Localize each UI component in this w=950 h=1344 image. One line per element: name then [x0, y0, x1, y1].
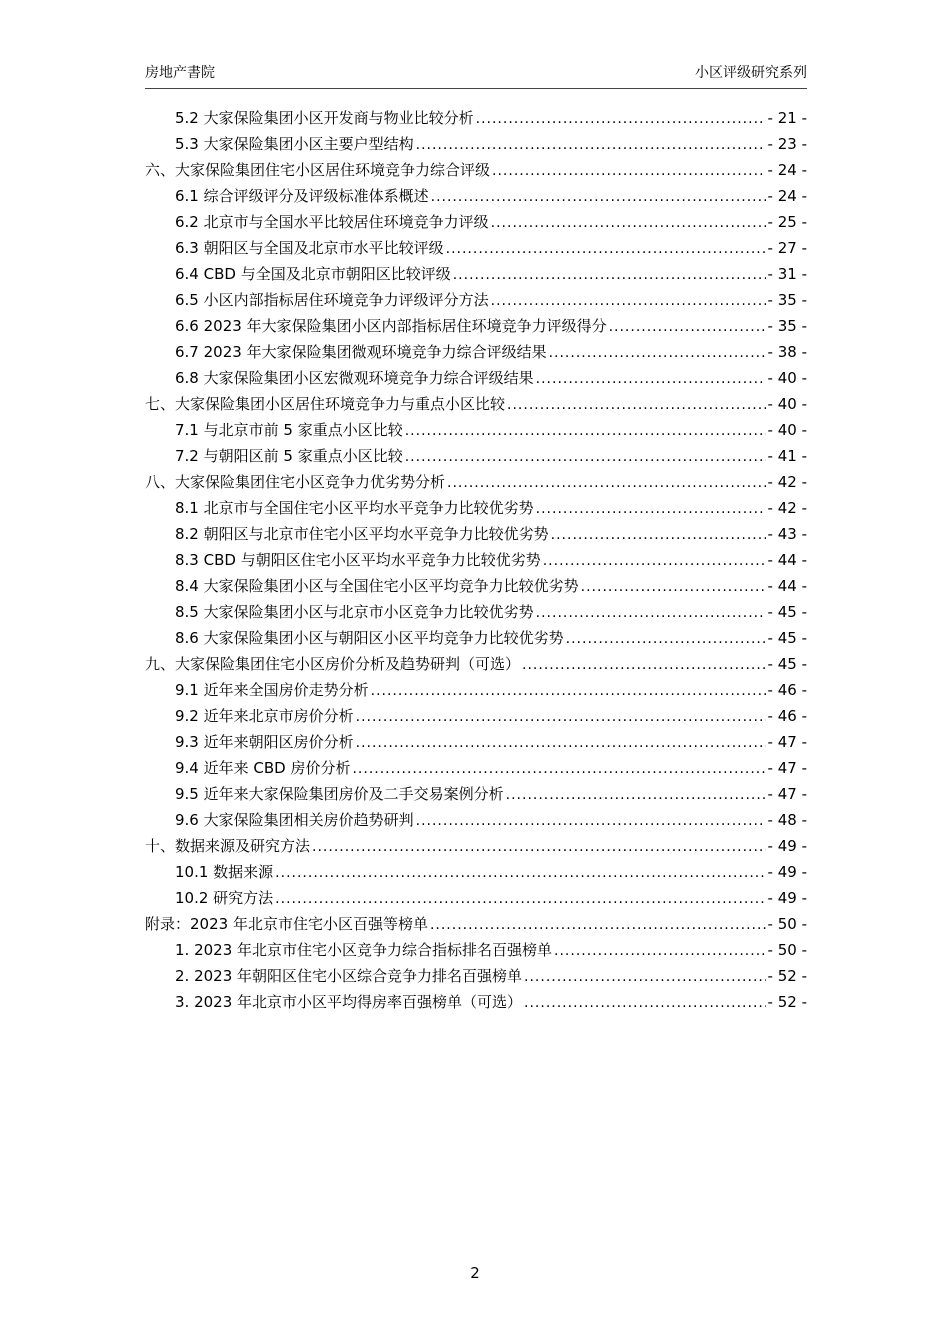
toc-entry [145, 417, 807, 443]
toc-entry-page-number: - 25 - [767, 213, 807, 231]
dot-leader [356, 730, 766, 756]
toc-entry-label: 6.3 朝阳区与全国及北京市水平比较评级 [175, 239, 444, 257]
toc-entry-page-number: - 45 - [767, 655, 807, 673]
toc-entry-label: 8.4 大家保险集团小区与全国住宅小区平均竞争力比较优劣势 [175, 577, 579, 595]
toc-entry-page-number: - 35 - [767, 317, 807, 335]
toc-entry [145, 651, 807, 677]
dot-leader [536, 496, 766, 522]
toc-entry [145, 183, 807, 209]
toc-entry-label: 9.3 近年来朝阳区房价分析 [175, 733, 354, 751]
toc-entry-page-number: - 49 - [767, 863, 807, 881]
toc-entry-label: 六、大家保险集团住宅小区居住环境竞争力综合评级 [145, 161, 491, 179]
toc-entry-page-number: - 42 - [767, 473, 807, 491]
toc-entry-page-number: - 47 - [767, 785, 807, 803]
dot-leader [609, 314, 766, 340]
toc-entry [145, 885, 807, 911]
toc-entry-page-number: - 35 - [767, 291, 807, 309]
toc-entry-page-number: - 24 - [767, 187, 807, 205]
toc-entry-page-number: - 46 - [767, 681, 807, 699]
dot-leader [536, 366, 766, 392]
toc-entry-label: 9.1 近年来全国房价走势分析 [175, 681, 369, 699]
toc-entry [145, 235, 807, 261]
toc-entry [145, 495, 807, 521]
dot-leader [416, 808, 766, 834]
toc-entry [145, 209, 807, 235]
toc-entry-page-number: - 40 - [767, 369, 807, 387]
toc-entry-label: 8.5 大家保险集团小区与北京市小区竞争力比较优劣势 [175, 603, 534, 621]
toc-entry-label: 2. 2023 年朝阳区住宅小区综合竞争力排名百强榜单 [175, 967, 523, 985]
toc-entry-label: 9.4 近年来 CBD 房价分析 [175, 759, 351, 777]
toc-entry-label: 6.7 2023 年大家保险集团微观环境竞争力综合评级结果 [175, 343, 547, 361]
dot-leader [522, 652, 766, 678]
toc-entry-label: 9.2 近年来北京市房价分析 [175, 707, 354, 725]
toc-entry [145, 963, 807, 989]
dot-leader [416, 132, 766, 158]
toc-entry-label: 9.6 大家保险集团相关房价趋势研判 [175, 811, 414, 829]
dot-leader [507, 392, 766, 418]
toc-entry-page-number: - 47 - [767, 733, 807, 751]
toc-entry-page-number: - 44 - [767, 551, 807, 569]
dot-leader [476, 106, 766, 132]
dot-leader [405, 444, 766, 470]
toc-entry-page-number: - 24 - [767, 161, 807, 179]
dot-leader [506, 782, 766, 808]
toc-entry [145, 157, 807, 183]
toc-entry-page-number: - 43 - [767, 525, 807, 543]
toc-entry [145, 677, 807, 703]
toc-entry [145, 339, 807, 365]
toc-entry [145, 781, 807, 807]
toc-entry-page-number: - 21 - [767, 109, 807, 127]
toc-list [145, 105, 807, 1015]
toc-entry-page-number: - 44 - [767, 577, 807, 595]
dot-leader [453, 262, 766, 288]
toc-entry-page-number: - 46 - [767, 707, 807, 725]
toc-entry-page-number: - 40 - [767, 395, 807, 413]
toc-entry [145, 521, 807, 547]
toc-entry-page-number: - 48 - [767, 811, 807, 829]
toc-entry [145, 287, 807, 313]
toc-entry [145, 599, 807, 625]
toc-entry-label: 七、大家保险集团小区居住环境竞争力与重点小区比较 [145, 395, 506, 413]
toc-entry [145, 729, 807, 755]
toc-entry-page-number: - 50 - [767, 915, 807, 933]
toc-entry-label: 7.1 与北京市前 5 家重点小区比较 [175, 421, 403, 439]
dot-leader [554, 938, 766, 964]
dot-leader [491, 288, 766, 314]
dot-leader [524, 990, 766, 1016]
toc-entry-page-number: - 40 - [767, 421, 807, 439]
toc-entry-label: 10.2 研究方法 [175, 889, 274, 907]
toc-entry-label: 十、数据来源及研究方法 [145, 837, 311, 855]
toc-entry-label: 6.4 CBD 与全国及北京市朝阳区比较评级 [175, 265, 451, 283]
toc-entry [145, 573, 807, 599]
toc-entry-label: 6.2 北京市与全国水平比较居住环境竞争力评级 [175, 213, 489, 231]
toc-entry [145, 469, 807, 495]
dot-leader [275, 860, 765, 886]
toc-entry [145, 859, 807, 885]
toc-entry-label: 6.8 大家保险集团小区宏微观环境竞争力综合评级结果 [175, 369, 534, 387]
dot-leader [491, 210, 766, 236]
dot-leader [312, 834, 766, 860]
dot-leader [431, 184, 766, 210]
toc-entry [145, 547, 807, 573]
toc-entry [145, 807, 807, 833]
toc-entry-label: 5.2 大家保险集团小区开发商与物业比较分析 [175, 109, 474, 127]
toc-entry-page-number: - 52 - [767, 993, 807, 1011]
dot-leader [430, 912, 766, 938]
toc-entry-label: 8.6 大家保险集团小区与朝阳区小区平均竞争力比较优劣势 [175, 629, 564, 647]
dot-leader [356, 704, 766, 730]
toc-entry [145, 937, 807, 963]
footer-page-number: 2 [470, 1264, 480, 1282]
toc-entry-page-number: - 41 - [767, 447, 807, 465]
dot-leader [549, 340, 766, 366]
toc-entry-label: 6.5 小区内部指标居住环境竞争力评级评分方法 [175, 291, 489, 309]
toc-entry-page-number: - 23 - [767, 135, 807, 153]
toc-entry [145, 989, 807, 1015]
header-right-text: 小区评级研究系列 [695, 65, 807, 81]
toc-entry-label: 9.5 近年来大家保险集团房价及二手交易案例分析 [175, 785, 504, 803]
toc-entry-label: 8.2 朝阳区与北京市住宅小区平均水平竞争力比较优劣势 [175, 525, 549, 543]
dot-leader [405, 418, 766, 444]
toc-entry [145, 703, 807, 729]
toc-entry-page-number: - 50 - [767, 941, 807, 959]
toc-entry [145, 911, 807, 937]
toc-entry [145, 365, 807, 391]
toc-entry-label: 八、大家保险集团住宅小区竞争力优劣势分析 [145, 473, 446, 491]
toc-entry [145, 313, 807, 339]
toc-entry [145, 833, 807, 859]
header-left-text: 房地产書院 [145, 65, 215, 81]
toc-entry-label: 8.1 北京市与全国住宅小区平均水平竞争力比较优劣势 [175, 499, 534, 517]
toc-entry-label: 6.6 2023 年大家保险集团小区内部指标居住环境竞争力评级得分 [175, 317, 607, 335]
toc-entry-page-number: - 31 - [767, 265, 807, 283]
dot-leader [566, 626, 766, 652]
toc-entry-label: 6.1 综合评级评分及评级标准体系概述 [175, 187, 429, 205]
toc-entry-page-number: - 27 - [767, 239, 807, 257]
dot-leader [446, 236, 766, 262]
dot-leader [492, 158, 766, 184]
toc-entry [145, 261, 807, 287]
toc-entry-page-number: - 42 - [767, 499, 807, 517]
dot-leader [447, 470, 766, 496]
toc-entry [145, 131, 807, 157]
toc-entry [145, 625, 807, 651]
dot-leader [352, 756, 765, 782]
toc-entry-page-number: - 45 - [767, 603, 807, 621]
toc-entry-label: 九、大家保险集团住宅小区房价分析及趋势研判（可选） [145, 655, 521, 673]
toc-entry-label: 10.1 数据来源 [175, 863, 274, 881]
dot-leader [543, 548, 766, 574]
toc-entry-page-number: - 47 - [767, 759, 807, 777]
toc-entry-label: 3. 2023 年北京市小区平均得房率百强榜单（可选） [175, 993, 523, 1011]
dot-leader [371, 678, 766, 704]
dot-leader [275, 886, 765, 912]
toc-entry [145, 105, 807, 131]
toc-entry-label: 7.2 与朝阳区前 5 家重点小区比较 [175, 447, 403, 465]
toc-entry-page-number: - 49 - [767, 889, 807, 907]
toc-entry-page-number: - 52 - [767, 967, 807, 985]
toc-entry-label: 1. 2023 年北京市住宅小区竞争力综合指标排名百强榜单 [175, 941, 553, 959]
toc-entry-page-number: - 38 - [767, 343, 807, 361]
toc-entry [145, 391, 807, 417]
dot-leader [524, 964, 766, 990]
page-header [145, 62, 807, 89]
toc-entry [145, 755, 807, 781]
toc-entry-label: 8.3 CBD 与朝阳区住宅小区平均水平竞争力比较优劣势 [175, 551, 541, 569]
toc-entry-label: 附录：2023 年北京市住宅小区百强等榜单 [145, 915, 428, 933]
toc-entry [145, 443, 807, 469]
dot-leader [581, 574, 766, 600]
toc-entry-label: 5.3 大家保险集团小区主要户型结构 [175, 135, 414, 153]
toc-entry-page-number: - 49 - [767, 837, 807, 855]
dot-leader [551, 522, 766, 548]
toc-entry-page-number: - 45 - [767, 629, 807, 647]
dot-leader [536, 600, 766, 626]
